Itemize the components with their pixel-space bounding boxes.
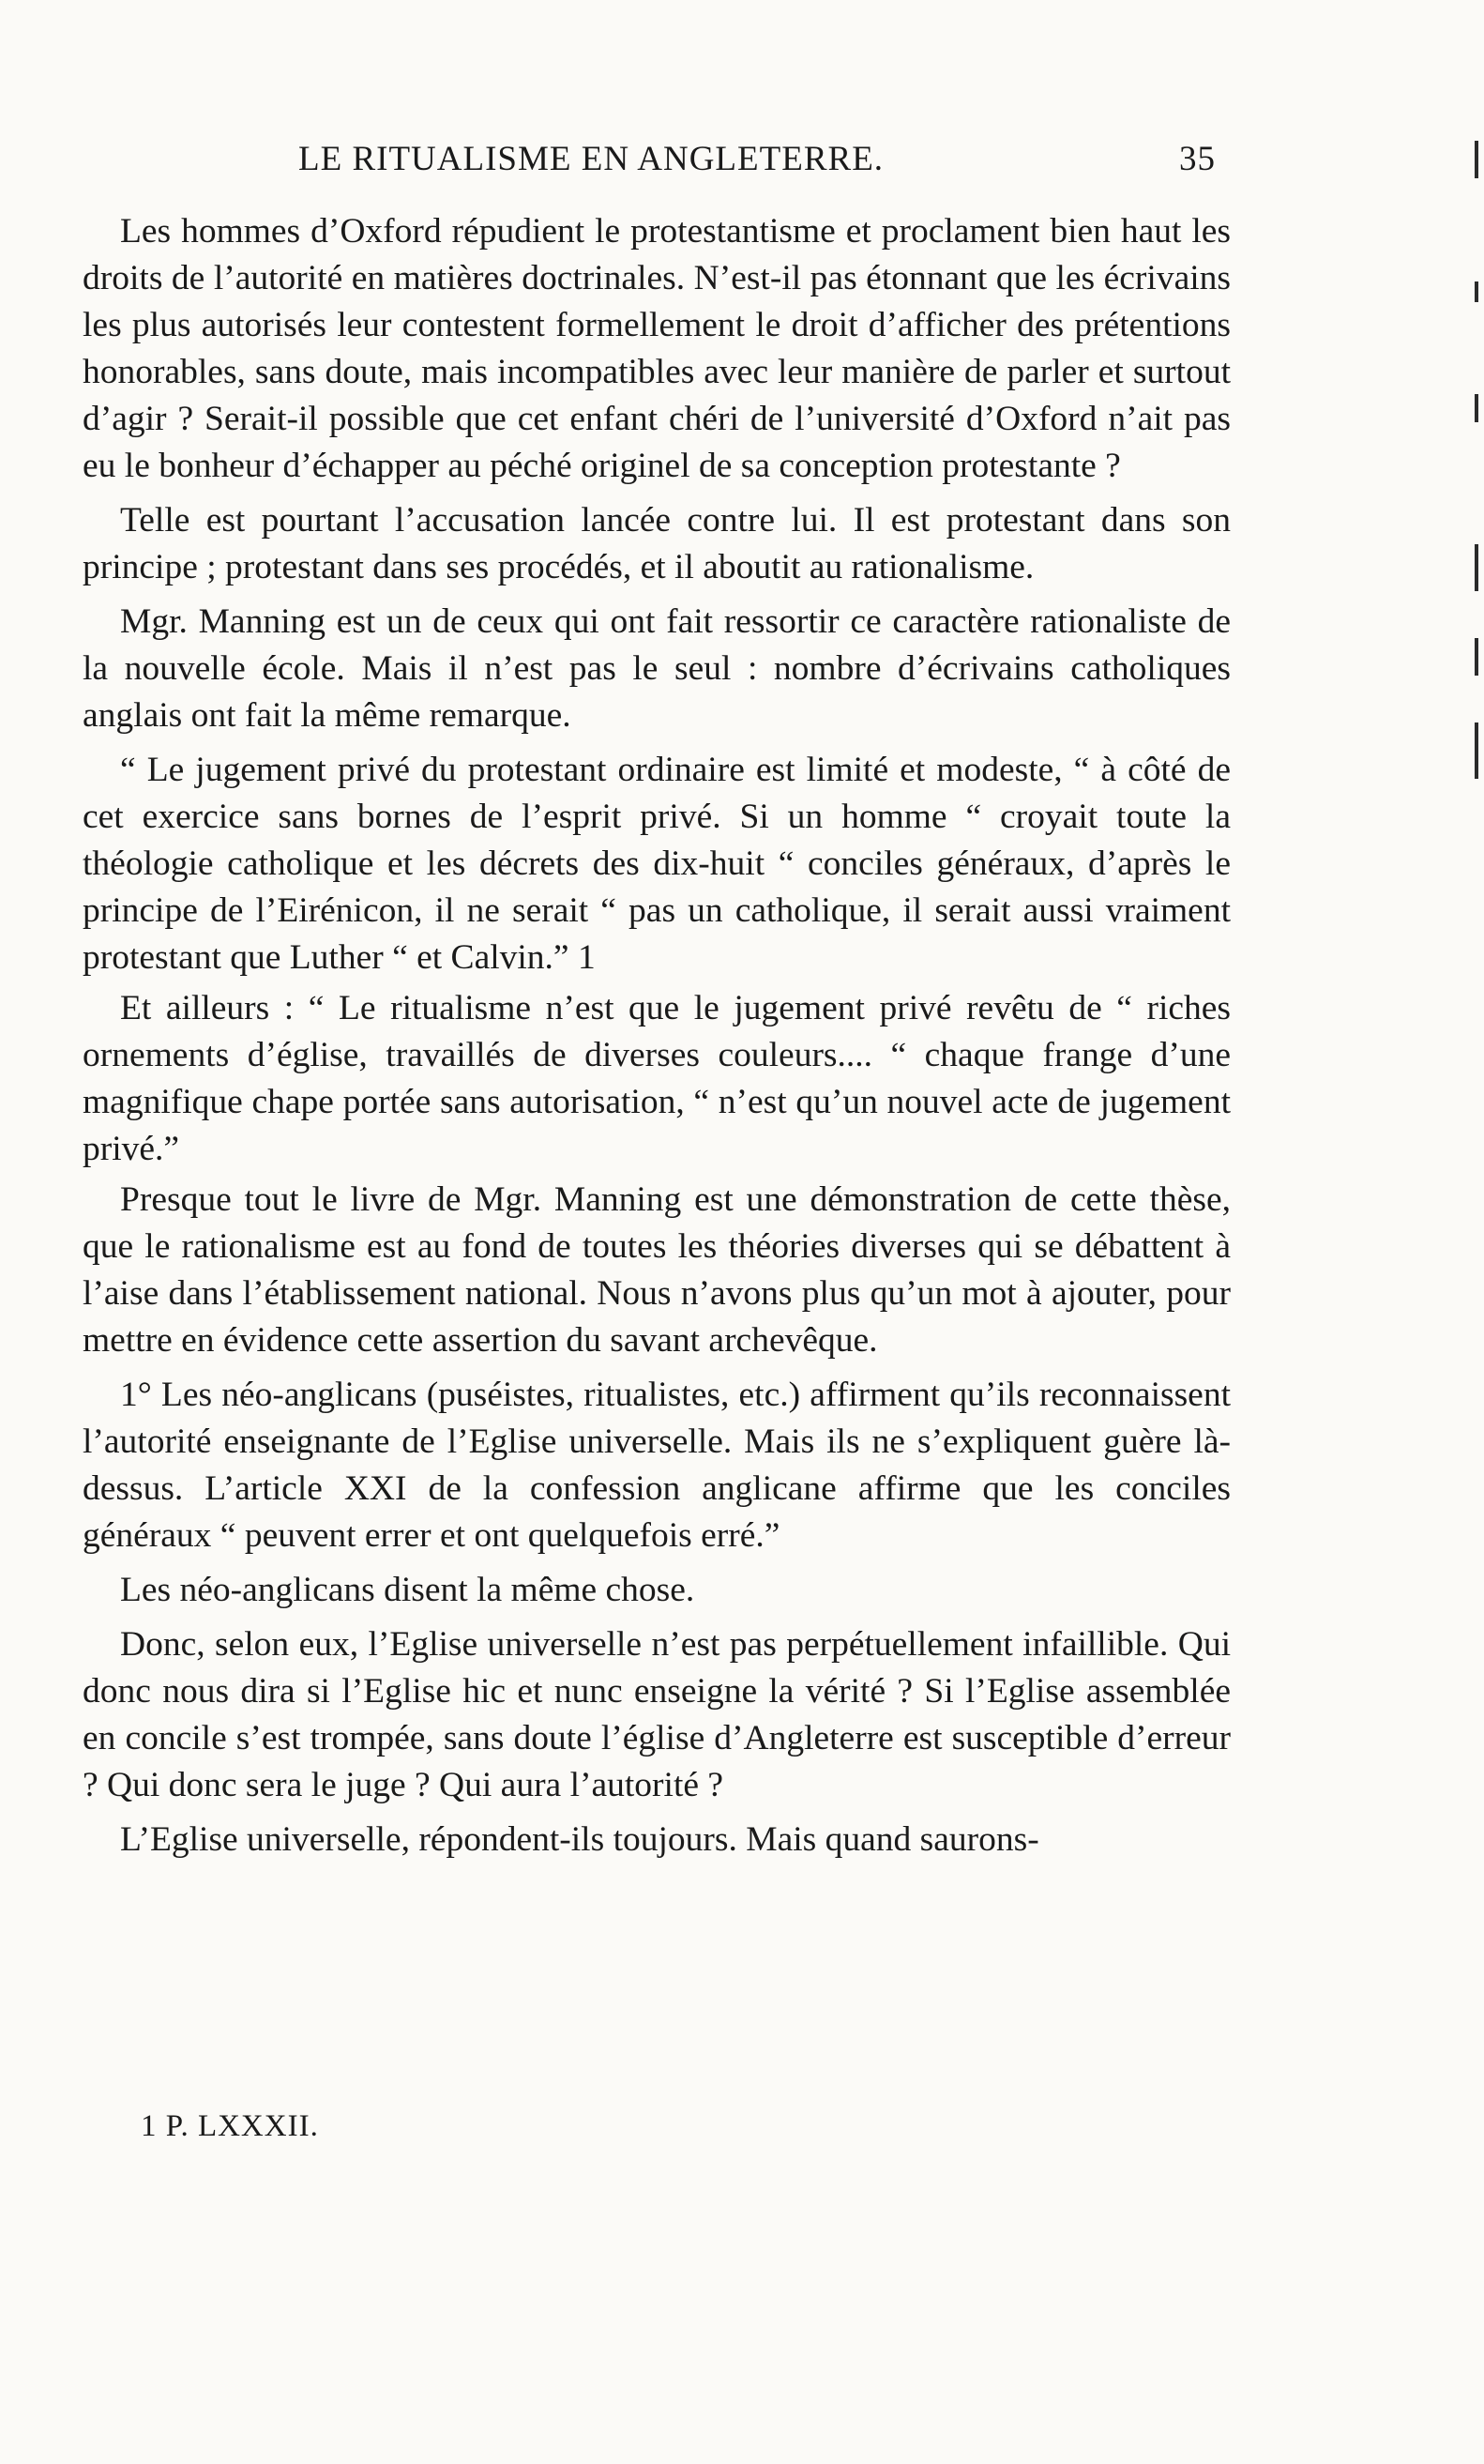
scan-edge-marks <box>1461 113 1484 807</box>
scan-mark <box>1475 281 1478 302</box>
footnote: 1 P. LXXXII. <box>141 2109 319 2143</box>
paragraph-accusation: Telle est pourtant l’accusation lancée contre lui. Il est protestant dans son principe ; protestant dans ses procédés, et il aboutit au rationalisme. <box>83 501 1231 586</box>
scan-mark <box>1475 141 1478 178</box>
page-header <box>298 139 1216 186</box>
scan-mark <box>1475 544 1478 591</box>
page-number: 35 <box>1179 140 1216 178</box>
paragraph-manning: Mgr. Manning est un de ceux qui ont fait ressortir ce caractère rationaliste de la nouvelle école. Mais il n’est pas le seul : nombre d’écrivains catholiques anglais ont fait la même remarque. <box>83 602 1231 735</box>
scan-mark <box>1475 394 1478 422</box>
paragraph-oxford: Les hommes d’Oxford répudient le protestantisme et proclament bien haut les droits de l’autorité en matières doctrinales. N’est-il pas étonnant que les écrivains les plus autorisés leur contestent formellement le droit d’afficher des prétentions honorables, sans doute, mais incompatibles avec leur manière de parler et surtout d’agir ? Serait-il possible que cet enfant chéri de l’université d’Oxford n’ait pas eu le bonheur d’échapper au péché originel de sa conception protestante ? <box>83 212 1231 485</box>
paragraph-these: Presque tout le livre de Mgr. Manning est une démonstration de cette thèse, que le rationalisme est au fond de toutes les théories diverses qui se débattent à l’aise dans l’établissement national. Nous n’avons plus qu’un mot à ajouter, pour mettre en évidence cette assertion du savant archevêque. <box>83 1180 1231 1360</box>
running-title: LE RITUALISME EN ANGLETERRE. <box>298 140 885 178</box>
scan-mark <box>1475 722 1478 779</box>
paragraph-point-one: 1° Les néo-anglicans (puséistes, ritualistes, etc.) affirment qu’ils reconnaissent l’autorité enseignante de l’Eglise universelle. Mais ils ne s’expliquent guère là-dessus. L’article XXI de la confession anglicane affirme que les conciles généraux “ peuvent errer et ont quelquefois erré.” <box>83 1376 1231 1555</box>
paragraph-eglise-universelle: L’Eglise universelle, répondent-ils toujours. Mais quand saurons- <box>120 1820 1039 1859</box>
quote-jugement-prive: “ Le jugement privé du protestant ordinaire est limité et modeste, “ à côté de cet exercice sans bornes de l’esprit privé. Si un homme “ croyait toute la théologie catholique et les décrets des dix-huit “ conciles généraux, d’après le principe de l’Eirénicon, il ne serait “ pas un catholique, il serait aussi vraiment protestant que Luther “ et Calvin.” 1 <box>83 751 1231 977</box>
paragraph-infaillible: Donc, selon eux, l’Eglise universelle n’est pas perpétuellement infaillible. Qui donc nous dira si l’Eglise hic et nunc enseigne la vérité ? Si l’Eglise assemblée en concile s’est trompée, sans doute l’église d’Angleterre est susceptible d’erreur ? Qui donc sera le juge ? Qui aura l’autorité ? <box>83 1625 1231 1804</box>
scan-mark <box>1475 638 1478 676</box>
body-text <box>83 208 1231 1871</box>
paragraph-neo-anglicans: Les néo-anglicans disent la même chose. <box>120 1571 695 1609</box>
quote-ritualisme: Et ailleurs : “ Le ritualisme n’est que le jugement privé revêtu de “ riches ornements d’église, travaillés de diverses couleurs.... “ chaque frange d’une magnifique chape portée sans autorisation, “ n’est qu’un nouvel acte de jugement privé.” <box>83 989 1231 1168</box>
